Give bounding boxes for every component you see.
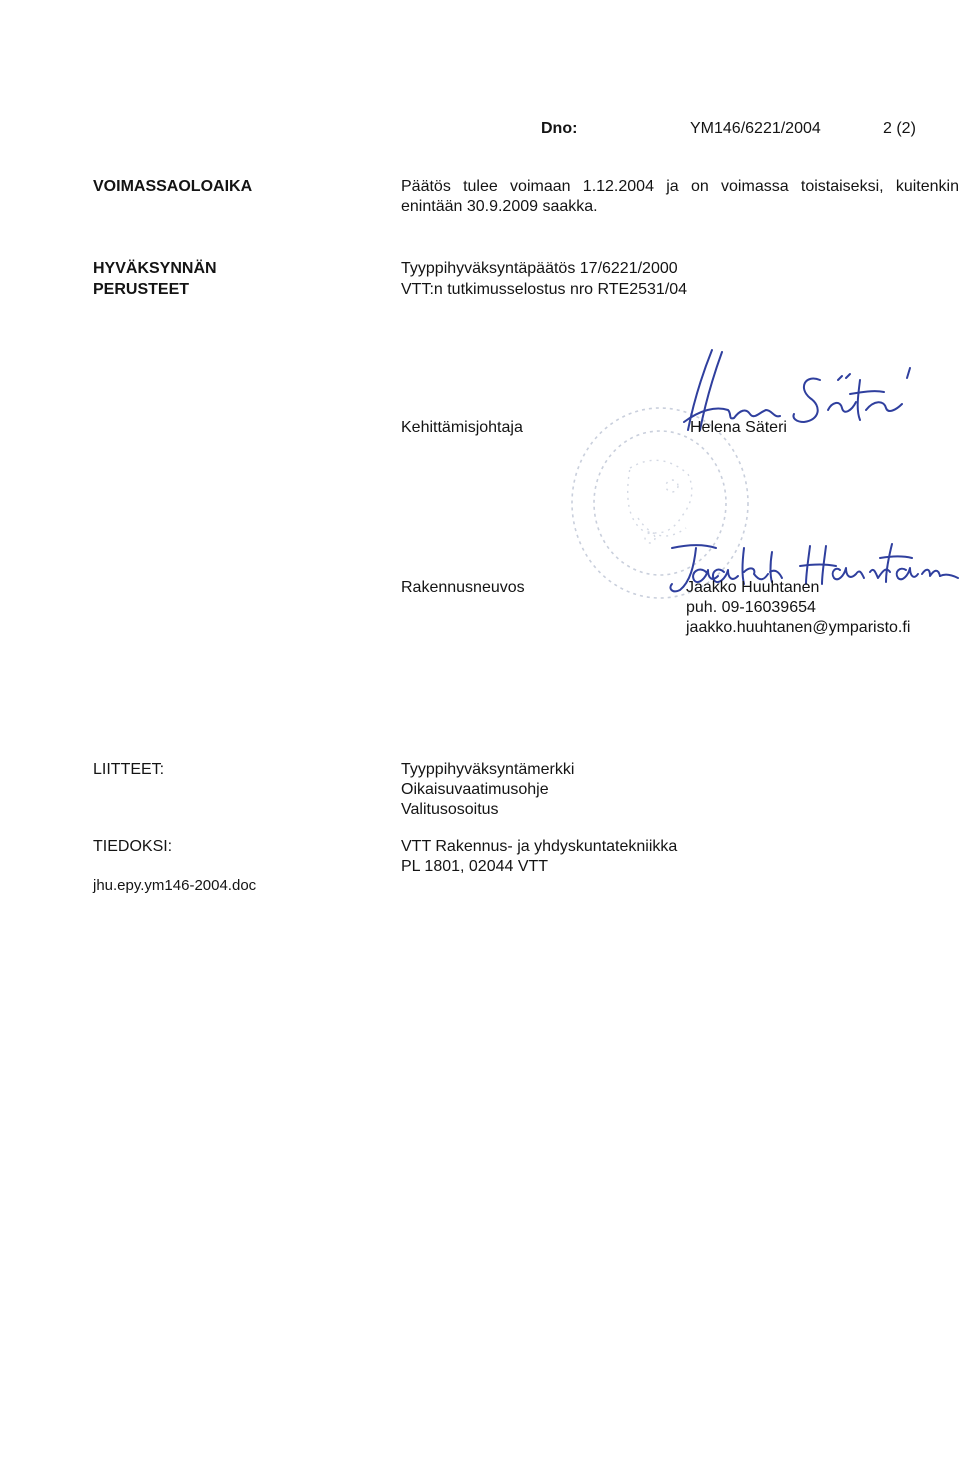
attachment-item: Oikaisuvaatimusohje [401, 781, 549, 798]
approval-basis-line-1: Tyyppihyväksyntäpäätös 17/6221/2000 [401, 260, 678, 277]
attachments-list [401, 760, 574, 820]
attachment-item: Valitusosoitus [401, 801, 499, 818]
attachments-label: LIITTEET: [93, 761, 165, 778]
signatory-2-title: Rakennusneuvos [401, 579, 525, 596]
for-information-item: PL 1801, 02044 VTT [401, 858, 549, 875]
signatory-2-email: jaakko.huuhtanen@ymparisto.fi [686, 619, 911, 636]
attachment-item: Tyyppihyväksyntämerkki [401, 761, 575, 778]
signatory-1-name: Helena Säteri [690, 419, 787, 436]
signatory-2-details [686, 578, 910, 638]
approval-basis-text [401, 258, 687, 300]
dno-value: YM146/6221/2004 [690, 120, 821, 137]
for-information-label: TIEDOKSI: [93, 838, 173, 855]
approval-basis-label [93, 258, 217, 300]
signatory-1-title: Kehittämisjohtaja [401, 419, 523, 436]
approval-basis-line-2: VTT:n tutkimusselostus nro RTE2531/04 [401, 281, 688, 298]
validity-label: VOIMASSAOLOAIKA [93, 178, 253, 195]
page-number: 2 (2) [883, 120, 916, 137]
signatory-2-name: Jaakko Huuhtanen [686, 579, 820, 596]
validity-text: Päätös tulee voimaan 1.12.2004 ja on voimassa toistaiseksi, kuitenkin enintään 30.9.2009 saakka. [401, 178, 959, 215]
signatory-2-phone: puh. 09-16039654 [686, 599, 816, 616]
dno-label: Dno: [541, 120, 578, 137]
file-reference: jhu.epy.ym146-2004.doc [93, 877, 257, 894]
for-information-item: VTT Rakennus- ja yhdyskuntatekniikka [401, 838, 678, 855]
for-information-list [401, 837, 677, 877]
approval-basis-label-line-2: PERUSTEET [93, 281, 190, 298]
approval-basis-label-line-1: HYVÄKSYNNÄN [93, 260, 217, 277]
